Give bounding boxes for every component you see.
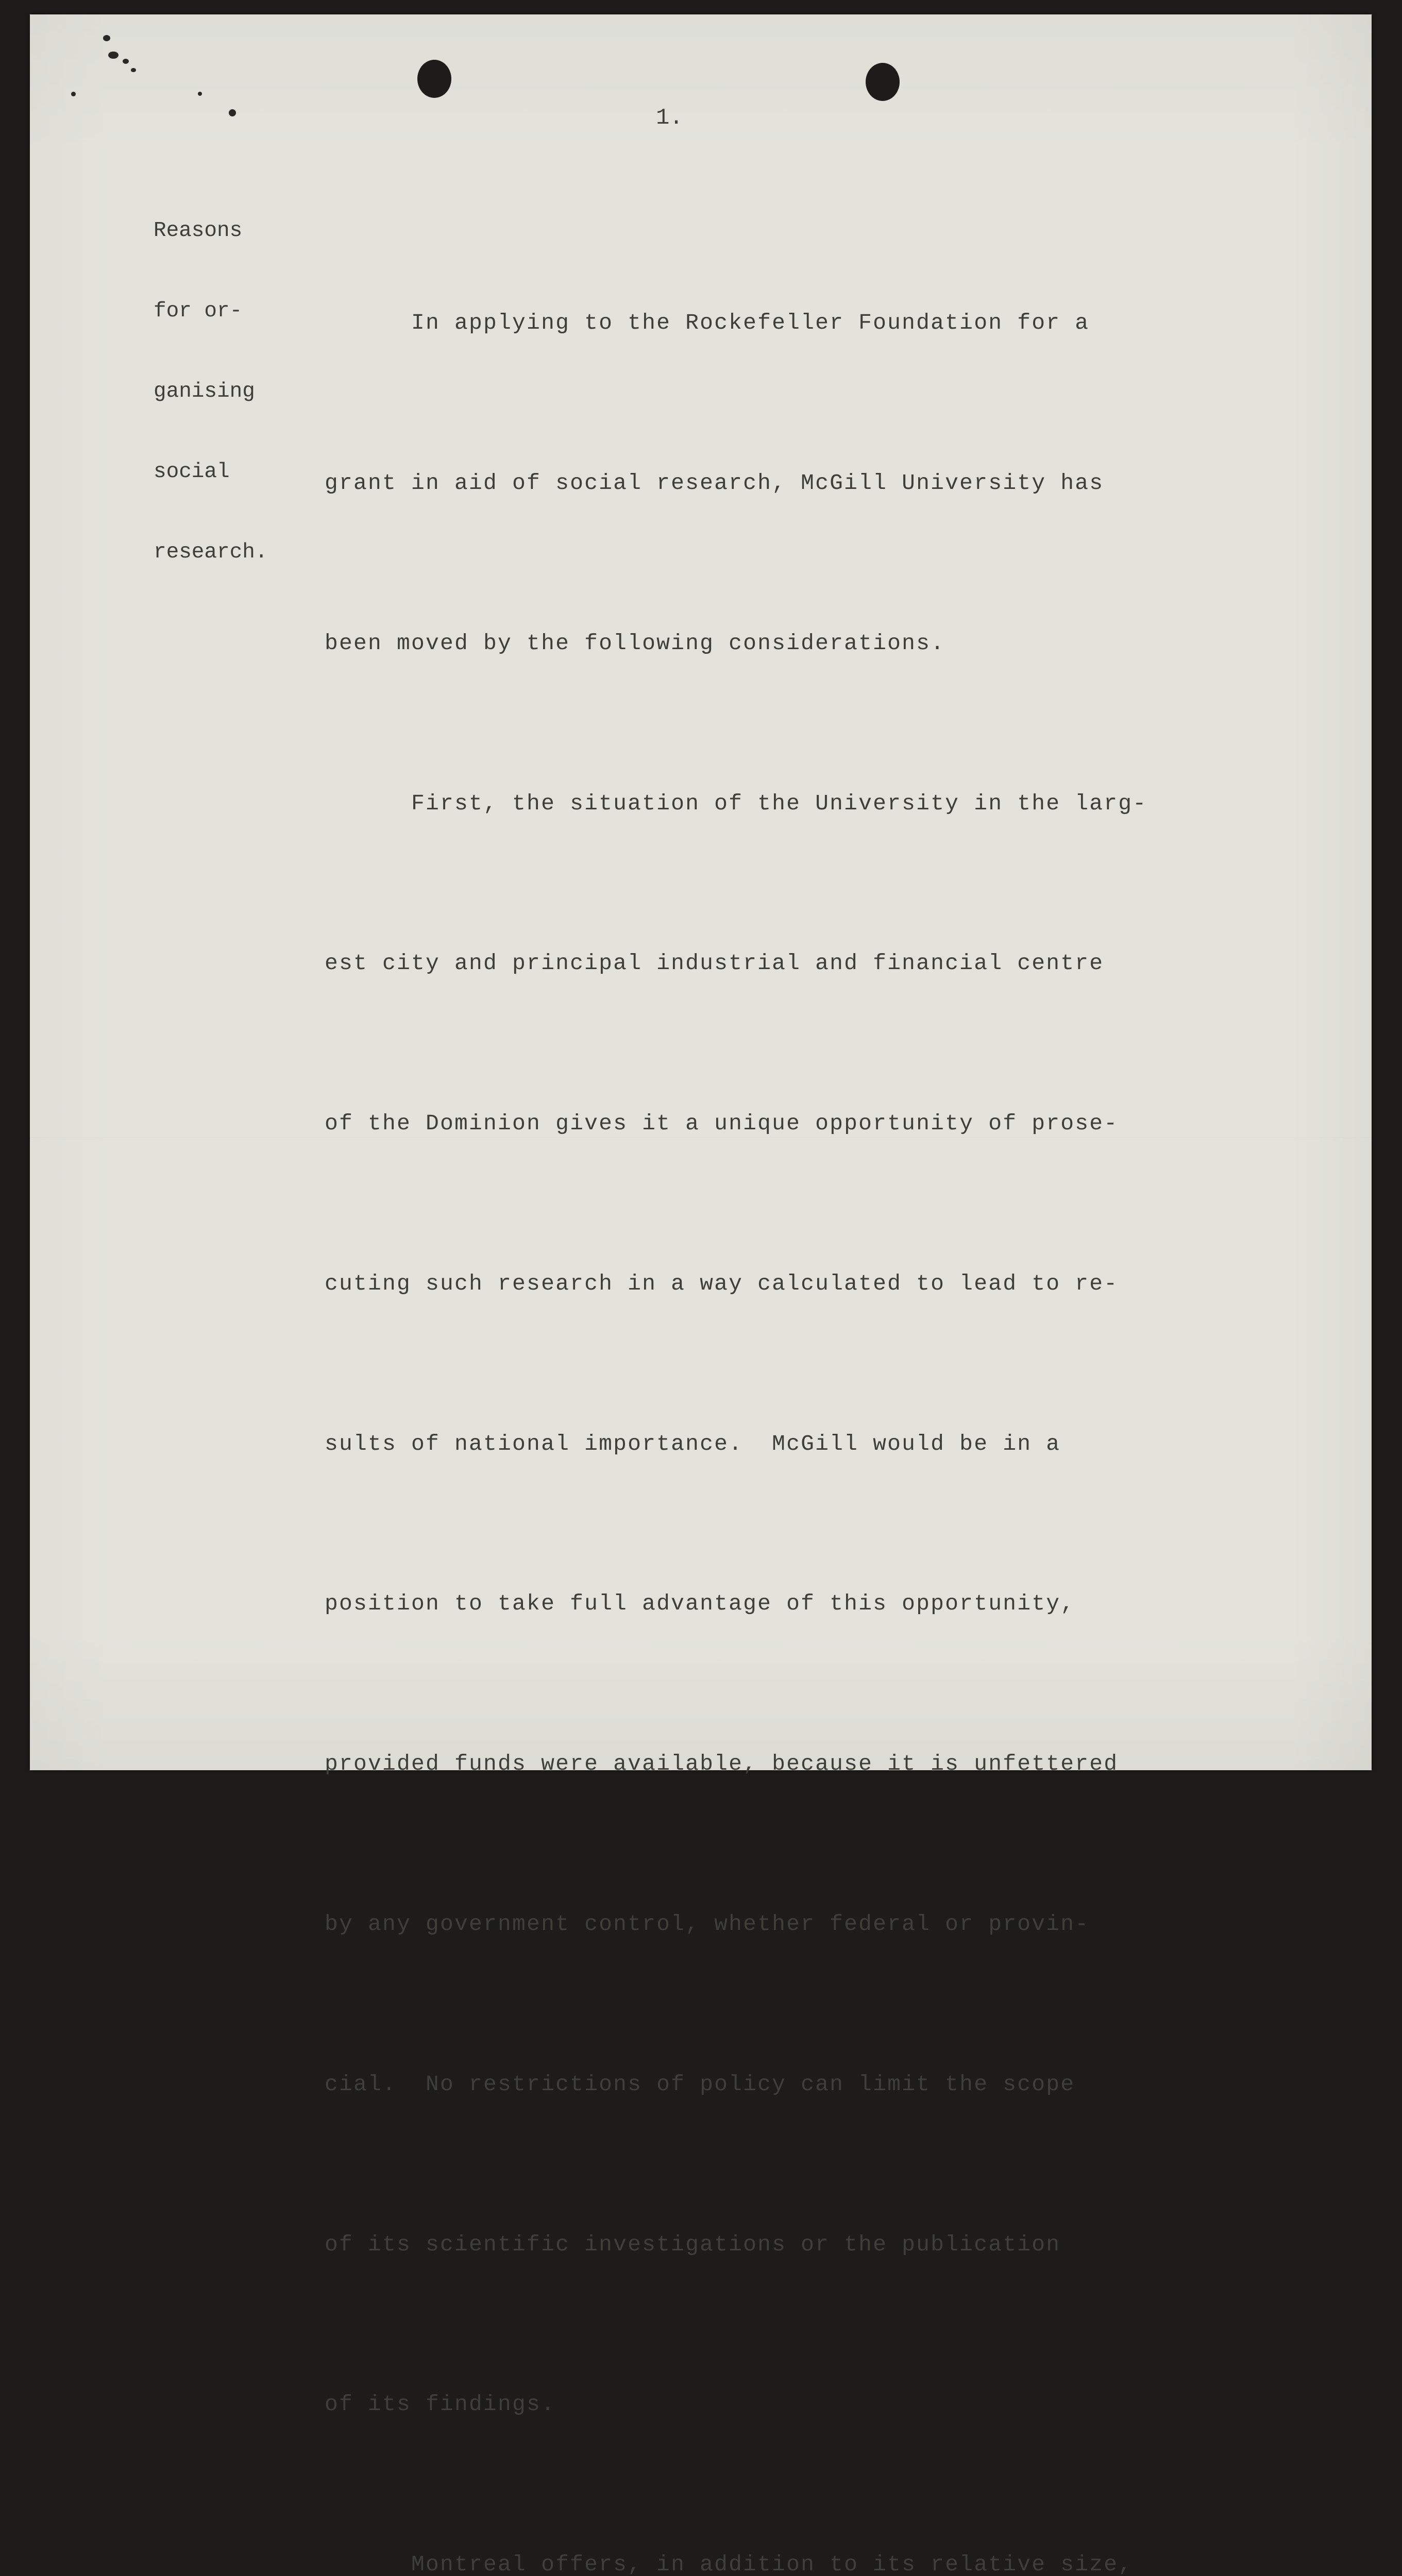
body-line: First, the situation of the University in the larg- xyxy=(325,790,1147,816)
body-line: by any government control, whether federal or provin- xyxy=(325,1911,1090,1937)
ink-mark xyxy=(103,35,110,41)
ink-mark xyxy=(108,52,119,59)
body-text xyxy=(325,190,1147,2576)
body-line: of its findings. xyxy=(325,2392,556,2417)
ink-mark xyxy=(131,68,136,72)
body-line: provided funds were available, because it is unfettered xyxy=(325,1751,1119,1777)
body-line: Montreal offers, in addition to its relative size, xyxy=(325,2552,1133,2576)
body-line: position to take full advantage of this opportunity, xyxy=(325,1591,1075,1617)
body-line: of the Dominion gives it a unique opportunity of prose- xyxy=(325,1111,1119,1137)
margin-note xyxy=(154,164,267,619)
body-line: grant in aid of social research, McGill University has xyxy=(325,470,1104,496)
ink-mark xyxy=(198,92,202,96)
body-line: of its scientific investigations or the publication xyxy=(325,2231,1061,2257)
margin-note-line: social xyxy=(154,460,230,484)
body-line: been moved by the following considerations. xyxy=(325,630,945,656)
body-line: est city and principal industrial and financial centre xyxy=(325,951,1104,976)
punch-hole-left xyxy=(417,60,451,98)
body-line: sults of national importance. McGill would be in a xyxy=(325,1431,1061,1456)
body-line: cuting such research in a way calculated to lead to re- xyxy=(325,1270,1119,1296)
body-line: In applying to the Rockefeller Foundation for a xyxy=(325,310,1090,336)
punch-hole-right xyxy=(866,63,900,101)
document-page xyxy=(30,14,1372,2576)
ink-mark xyxy=(123,59,129,64)
margin-note-line: research. xyxy=(154,540,268,564)
margin-note-line: ganising xyxy=(154,380,255,403)
ink-mark xyxy=(71,92,76,96)
ink-mark xyxy=(229,109,236,116)
page-number: 1. xyxy=(656,105,683,131)
margin-note-line: Reasons xyxy=(154,219,243,243)
margin-note-line: for or- xyxy=(154,299,243,323)
body-line: cial. No restrictions of policy can limit the scope xyxy=(325,2071,1075,2097)
